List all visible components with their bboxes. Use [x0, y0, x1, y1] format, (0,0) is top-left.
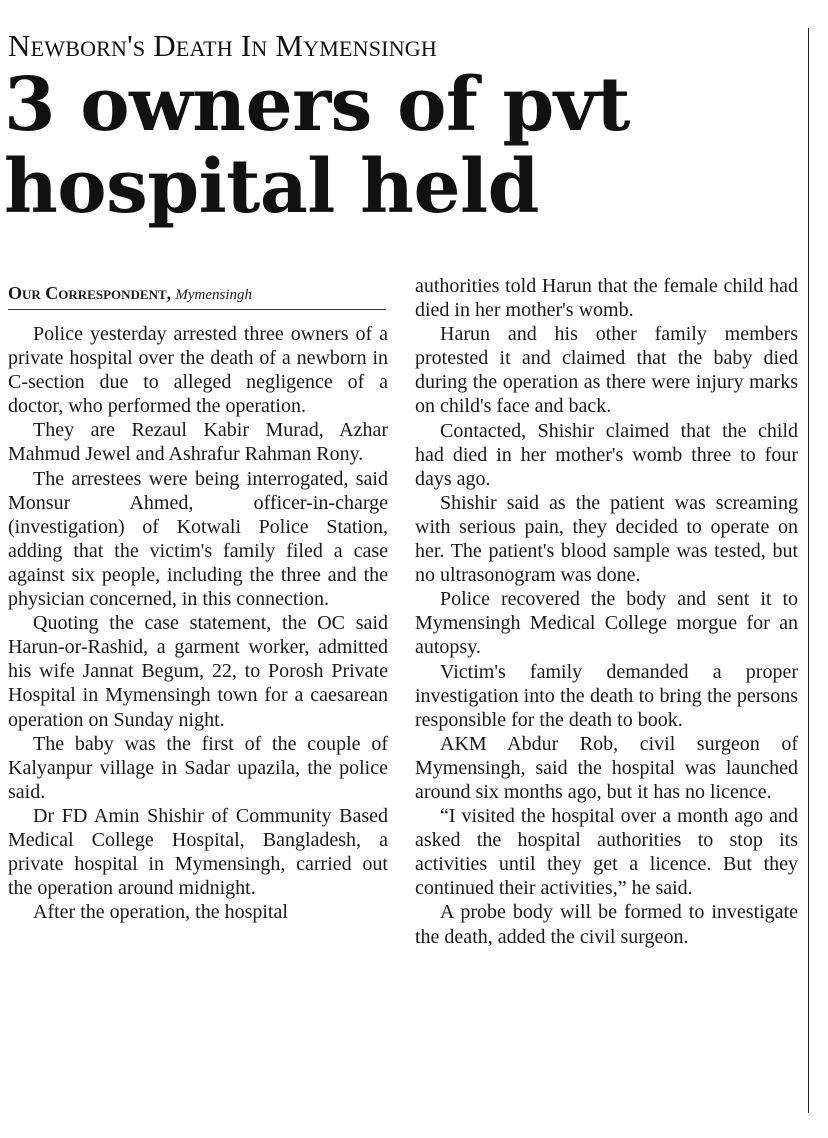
paragraph: AKM Abdur Rob, civil surgeon of Mymensingh, said the hospital was launched around six months ago, but it has no licence.	[415, 732, 798, 803]
paragraph: A probe body will be formed to investigate the death, added the civil surgeon.	[415, 901, 798, 948]
paragraph: Police recovered the body and sent it to Mymensingh Medical College morgue for an autopsy.	[415, 588, 798, 659]
byline-author: Our Correspondent,	[8, 283, 172, 303]
paragraph: After the operation, the hospital	[33, 901, 288, 924]
paragraph: Quoting the case statement, the OC said Harun-or-Rashid, a garment worker, admitted his wife Jannat Begum, 22, to Porosh Private Hospital in Mymensingh town for a caesarean operation on Sunday night.	[8, 612, 388, 731]
paragraph: Harun and his other family members protested it and claimed that the baby died during the operation as there were injury marks on child's face and back.	[415, 323, 798, 418]
paragraph: “I visited the hospital over a month ago and asked the hospital authorities to stop its activities until they get a licence. But they continued their activities,” he said.	[415, 805, 798, 900]
paragraph: authorities told Harun that the female child had died in her mother's womb.	[415, 275, 798, 322]
paragraph: Dr FD Amin Shishir of Community Based Medical College Hospital, Bangladesh, a private hospital in Mymensingh, carried out the operation around midnight.	[8, 804, 388, 900]
paragraph: Shishir said as the patient was screaming with serious pain, they decided to operate on her. The patient's blood sample was tested, but no ultrasonogram was done.	[415, 491, 798, 587]
byline-rule	[8, 309, 386, 310]
byline	[8, 283, 252, 304]
article-kicker: Newborn's Death In Mymensingh	[8, 28, 437, 63]
article-headline: 3 owners of pvt hospital held	[4, 62, 630, 230]
paragraph: They are Rezaul Kabir Murad, Azhar Mahmud Jewel and Ashrafur Rahman Rony.	[8, 419, 388, 466]
byline-location: Mymensingh	[175, 287, 253, 303]
column-divider	[808, 28, 809, 1113]
paragraph: Police yesterday arrested three owners of a private hospital over the death of a newborn in C-section due to alleged negligence of a doctor, who performed the operation.	[8, 323, 388, 418]
paragraph: Victim's family demanded a proper investigation into the death to bring the persons responsible for the death to book.	[415, 660, 798, 731]
paragraph: The baby was the first of the couple of Kalyanpur village in Sadar upazila, the police said.	[8, 732, 388, 803]
paragraph: The arrestees were being interrogated, said Monsur Ahmed, officer-in-charge (investigation) of Kotwali Police Station, adding that the victim's family filed a case against six people, including the three and the physician concerned, in this connection.	[8, 467, 388, 611]
paragraph: Contacted, Shishir claimed that the child had died in her mother's womb three to four days ago.	[415, 419, 798, 490]
article-column-2	[415, 274, 798, 949]
article-column-1	[8, 322, 388, 924]
